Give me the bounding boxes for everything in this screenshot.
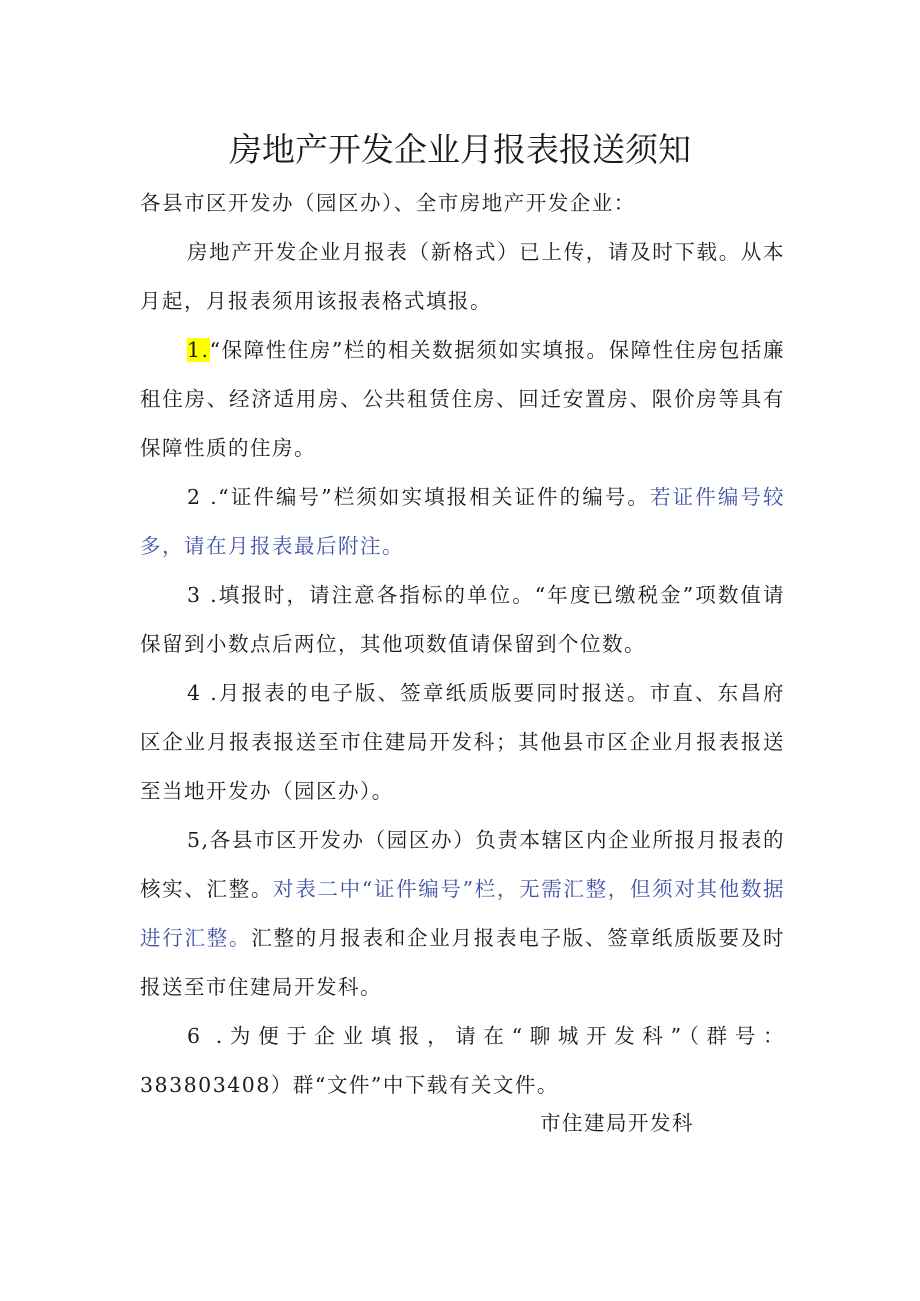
item-3-text: .填报时，请注意各指标的单位。“年度已缴税金”项数值请保留到小数点后两位，其他项数值请保留到个位数。 — [140, 583, 785, 656]
item-5-text-end: 汇整的月报表和企业月报表电子版、签章纸质版要及时报送至市住建局开发科。 — [140, 926, 785, 999]
item-1-number: 1. — [187, 338, 210, 362]
item-4-number: 4 — [187, 681, 202, 705]
item-4-text: .月报表的电子版、签章纸质版要同时报送。市直、东昌府区企业月报表报送至市住建局开发科；其他县市区企业月报表报送至当地开发办（园区办）。 — [140, 681, 785, 803]
item-5-note: 对表二中“证件编号”栏，无需汇整，但须对其他数据进行汇整。 — [140, 877, 785, 950]
intro-paragraph: 房地产开发企业月报表（新格式）已上传，请及时下载。从本月起，月报表须用该报表格式填报。 — [140, 240, 785, 313]
item-6-number: 6 — [187, 1024, 202, 1048]
item-2-number: 2 — [187, 485, 202, 509]
item-3 — [140, 571, 785, 669]
document-title: 房地产开发企业月报表报送须知 — [229, 130, 691, 169]
item-2-text: .“证件编号”栏须如实填报相关证件的编号。 — [201, 485, 651, 509]
item-4 — [140, 669, 785, 816]
salutation: 各县市区开发办（园区办）、全市房地产开发企业： — [140, 191, 636, 215]
item-6-text: .为便于企业填报，请在“聊城开发科”（群号：383803408）群“文件”中下载有关文件。 — [140, 1024, 785, 1097]
item-5-number: 5, — [187, 828, 210, 852]
item-1-text: “保障性住房”栏的相关数据须如实填报。保障性住房包括廉租住房、经济适用房、公共租赁住房、回迁安置房、限价房等具有保障性质的住房。 — [140, 338, 785, 460]
item-5-text: 各县市区开发办（园区办）负责本辖区内企业所报月报表的核实、汇整。 — [140, 828, 785, 901]
item-2-note: 若证件编号较多，请在月报表最后附注。 — [140, 485, 786, 558]
item-3-number: 3 — [187, 583, 202, 607]
item-5 — [140, 816, 785, 1012]
item-1 — [140, 326, 785, 473]
signature: 市住建局开发科 — [540, 1111, 694, 1135]
item-6 — [140, 1012, 785, 1110]
item-2 — [140, 473, 785, 571]
